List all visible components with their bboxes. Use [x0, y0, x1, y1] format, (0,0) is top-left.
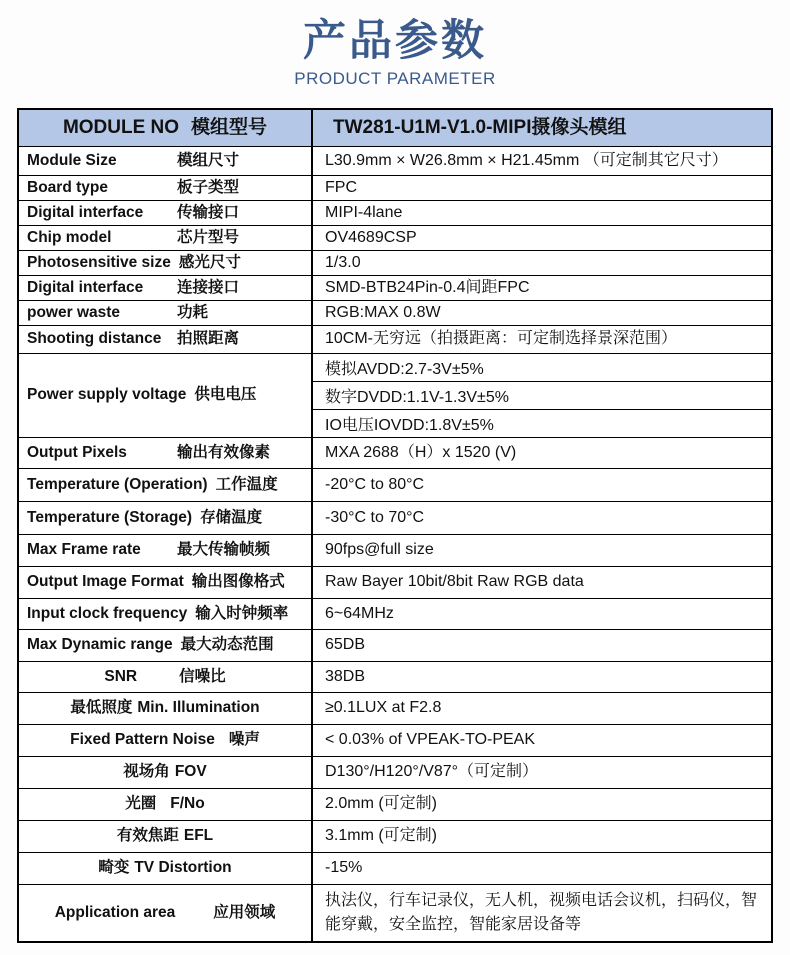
row-label: Fixed Pattern Noise 噪声	[19, 725, 313, 756]
row-label: 有效焦距 EFL	[19, 821, 313, 852]
row-label: Application area 应用领域	[19, 885, 313, 941]
row-value: ≥0.1LUX at F2.8	[325, 699, 442, 717]
table-row	[19, 325, 771, 353]
row-value: FPC	[325, 178, 357, 196]
table-row	[19, 820, 771, 852]
table-row	[19, 225, 771, 250]
table-row	[19, 852, 771, 884]
row-label: Power supply voltage 供电电压	[19, 354, 313, 437]
row-value: 38DB	[325, 667, 366, 685]
title-block	[0, 0, 790, 89]
row-value: RGB:MAX 0.8W	[325, 303, 441, 321]
table-row	[19, 275, 771, 300]
row-value: -20°C to 80°C	[325, 475, 425, 493]
table-row	[19, 756, 771, 788]
table-row	[19, 629, 771, 661]
table-row	[19, 468, 771, 501]
table-row	[19, 501, 771, 534]
row-label: Chip model 芯片型号	[19, 226, 313, 250]
row-label: Output Image Format 输出图像格式	[19, 567, 313, 598]
row-value: -30°C to 70°C	[325, 508, 425, 526]
header-module-no-en: MODULE NO	[62, 116, 180, 138]
row-value: 3.1mm (可定制)	[325, 827, 438, 845]
row-label: Digital interface 传输接口	[19, 201, 313, 225]
row-label: Max Dynamic range 最大动态范围	[19, 630, 313, 661]
row-value: Raw Bayer 10bit/8bit Raw RGB data	[325, 573, 584, 591]
row-label: Max Frame rate 最大传输帧频	[19, 535, 313, 566]
product-parameter-table	[17, 108, 773, 943]
row-label: Temperature (Storage) 存储温度	[19, 502, 313, 534]
table-row	[19, 661, 771, 692]
row-label: Board type 板子类型	[19, 176, 313, 200]
table-row-power-supply	[19, 353, 771, 437]
row-value: < 0.03% of VPEAK-TO-PEAK	[325, 731, 536, 749]
row-subvalue: 模拟AVDD:2.7-3V±5%	[325, 360, 484, 378]
row-value: OV4689CSP	[325, 228, 417, 246]
row-value: MXA 2688（H）x 1520 (V)	[325, 443, 517, 461]
page-title: 产品参数	[303, 17, 487, 65]
header-module-no-cell	[19, 110, 313, 146]
row-label: Temperature (Operation) 工作温度	[19, 469, 313, 501]
row-value: D130°/H120°/V87°（可定制）	[325, 763, 539, 781]
row-label: Digital interface 连接接口	[19, 276, 313, 300]
row-value: 6~64MHz	[325, 604, 394, 622]
row-label: SNR 信噪比	[19, 662, 313, 692]
row-label: Module Size 模组尺寸	[19, 147, 313, 175]
table-row	[19, 598, 771, 629]
row-label: 畸变 TV Distortion	[19, 853, 313, 884]
table-row	[19, 300, 771, 325]
row-value: 65DB	[325, 636, 366, 654]
row-label: power waste 功耗	[19, 301, 313, 325]
table-row	[19, 566, 771, 598]
row-value: -15%	[325, 859, 363, 877]
table-row	[19, 534, 771, 566]
power-supply-subvalues	[313, 354, 771, 437]
table-row	[19, 250, 771, 275]
row-value: L30.9mm × W26.8mm × H21.45mm （可定制其它尺寸）	[325, 151, 728, 169]
page-subtitle: PRODUCT PARAMETER	[294, 68, 496, 88]
row-value: MIPI-4lane	[325, 203, 403, 221]
header-module-no-zh: 模组型号	[191, 116, 268, 138]
row-value: 10CM-无穷远（拍摄距离：可定制选择景深范围）	[325, 330, 678, 348]
row-label: 视场角 FOV	[19, 757, 313, 788]
table-row	[19, 175, 771, 200]
row-label: 光圈 F/No	[19, 789, 313, 820]
table-row	[19, 200, 771, 225]
row-value: 90fps@full size	[325, 541, 434, 559]
row-value: 执法仪，行车记录仪，无人机，视频电话会议机，扫码仪，智能穿戴，安全监控，智能家居设备等	[325, 892, 758, 933]
row-label: Input clock frequency 输入时钟频率	[19, 599, 313, 629]
row-label: 最低照度 Min. Illumination	[19, 693, 313, 724]
table-header-row	[19, 110, 771, 146]
row-label: Output Pixels 输出有效像素	[19, 438, 313, 468]
row-subvalue: 数字DVDD:1.1V-1.3V±5%	[313, 381, 771, 409]
row-label: Photosensitive size 感光尺寸	[19, 251, 313, 275]
row-label: Shooting distance 拍照距离	[19, 326, 313, 353]
table-row	[19, 788, 771, 820]
table-row	[19, 692, 771, 724]
row-value: SMD-BTB24Pin-0.4间距FPC	[325, 278, 530, 296]
table-row-application	[19, 884, 771, 941]
table-row	[19, 724, 771, 756]
row-value: 2.0mm (可定制)	[325, 795, 438, 813]
row-subvalue: IO电压IOVDD:1.8V±5%	[313, 409, 771, 437]
table-row	[19, 437, 771, 468]
header-model-cell: TW281-U1M-V1.0-MIPI摄像头模组	[333, 116, 627, 138]
table-row	[19, 146, 771, 175]
row-value: 1/3.0	[325, 253, 361, 271]
